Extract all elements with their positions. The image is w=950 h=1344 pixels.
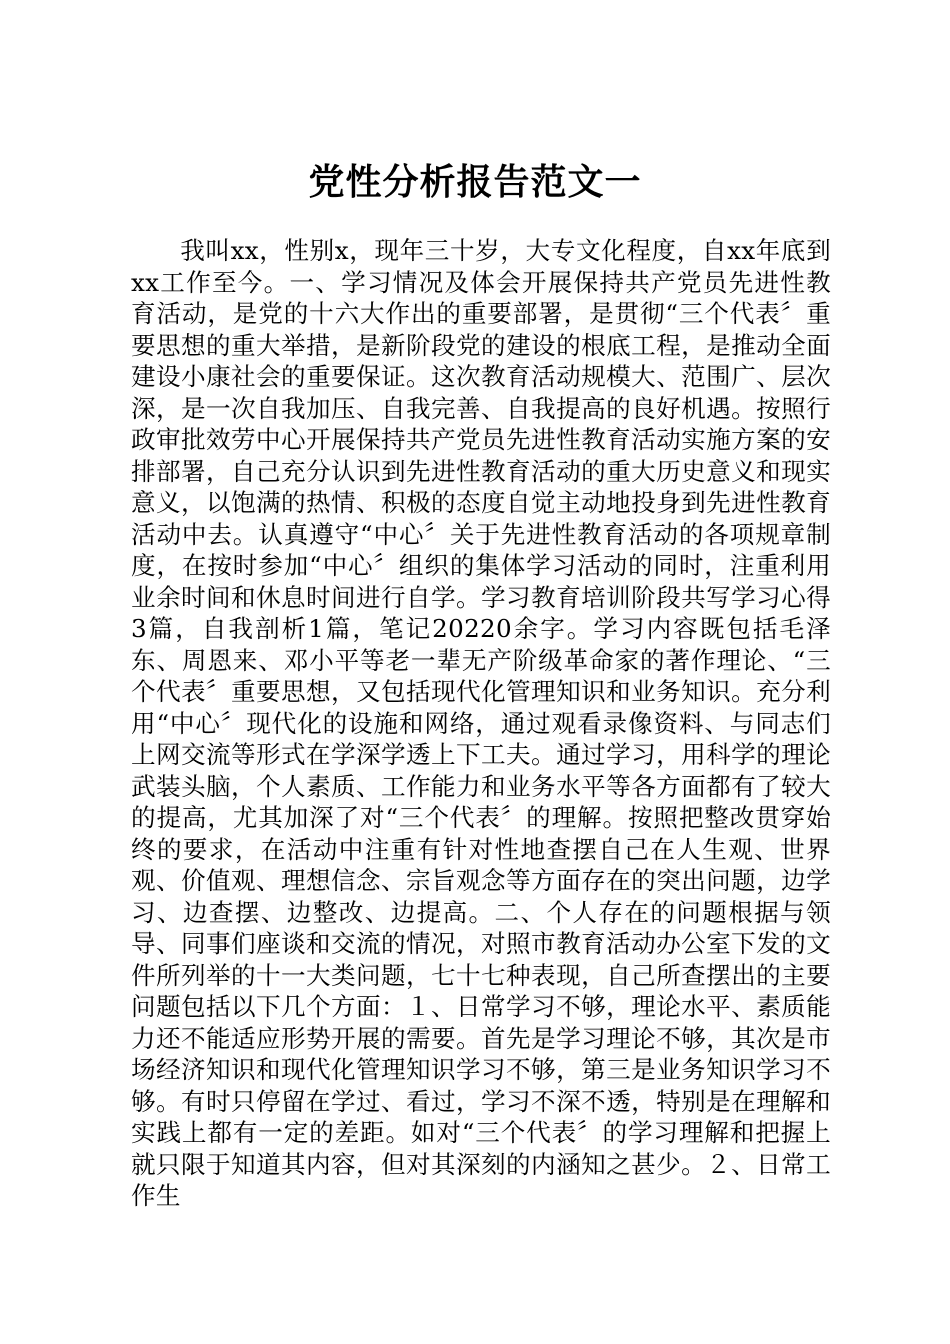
document-body: 我叫xx，性别x，现年三十岁，大专文化程度，自xx年底到xx工作至今。一、学习情况及体会开展保持共产党员先进性教育活动，是党的十六大作出的重要部署，是贯彻“三个代表〞重要思想的重大举措，是新阶段党的建设的根底工程，是推动全面建设小康社会的重要保证。这次教育活动规模大、范围广、层次深，是一次自我加压、自我完善、自我提高的良好机遇。按照行政审批效劳中心开展保持共产党员先进性教育活动实施方案的安排部署，自己充分认识到先进性教育活动的重大历史意义和现实意义，以饱满的热情、积极的态度自觉主动地投身到先进性教育活动中去。认真遵守“中心〞关于先进性教育活动的各项规章制度，在按时参加“中心〞组织的集体学习活动的同时，注重利用业余时间和休息时间进行自学。学习教育培训阶段共写学习心得3篇，自我剖析1篇，笔记20220余字。学习内容既包括毛泽东、周恩来、邓小平等老一辈无产阶级革命家的著作理论、“三个代表〞重要思想，又包括现代化管理知识和业务知识。充分利用“中心〞现代化的设施和网络，通过观看录像资料、与同志们上网交流等形式在学深学透上下工夫。通过学习，用科学的理论武装头脑，个人素质、工作能力和业务水平等各方面都有了较大的提高，尤其加深了对“三个代表〞的理解。按照把整改贯穿始终的要求，在活动中注重有针对性地查摆自己在人生观、世界观、价值观、理想信念、宗旨观念等方面存在的突出问题，边学习、边查摆、边整改、边提高。二、个人存在的问题根据与领导、同事们座谈和交流的情况，对照市教育活动办公室下发的文件所列举的十一大类问题，七十七种表现，自己所查摆出的主要问题包括以下几个方面：１、日常学习不够，理论水平、素质能力还不能适应形势开展的需要。首先是学习理论不够，其次是市场经济知识和现代化管理知识学习不够，第三是业务知识学习不够。有时只停留在学过、看过，学习不深不透，特别是在理解和实践上都有一定的差距。如对“三个代表〞的学习理解和把握上就只限于知道其内容，但对其深刻的内涵知之甚少。２、日常工作生 — [131, 236, 831, 1210]
document-title: 党性分析报告范文一 — [308, 161, 642, 203]
